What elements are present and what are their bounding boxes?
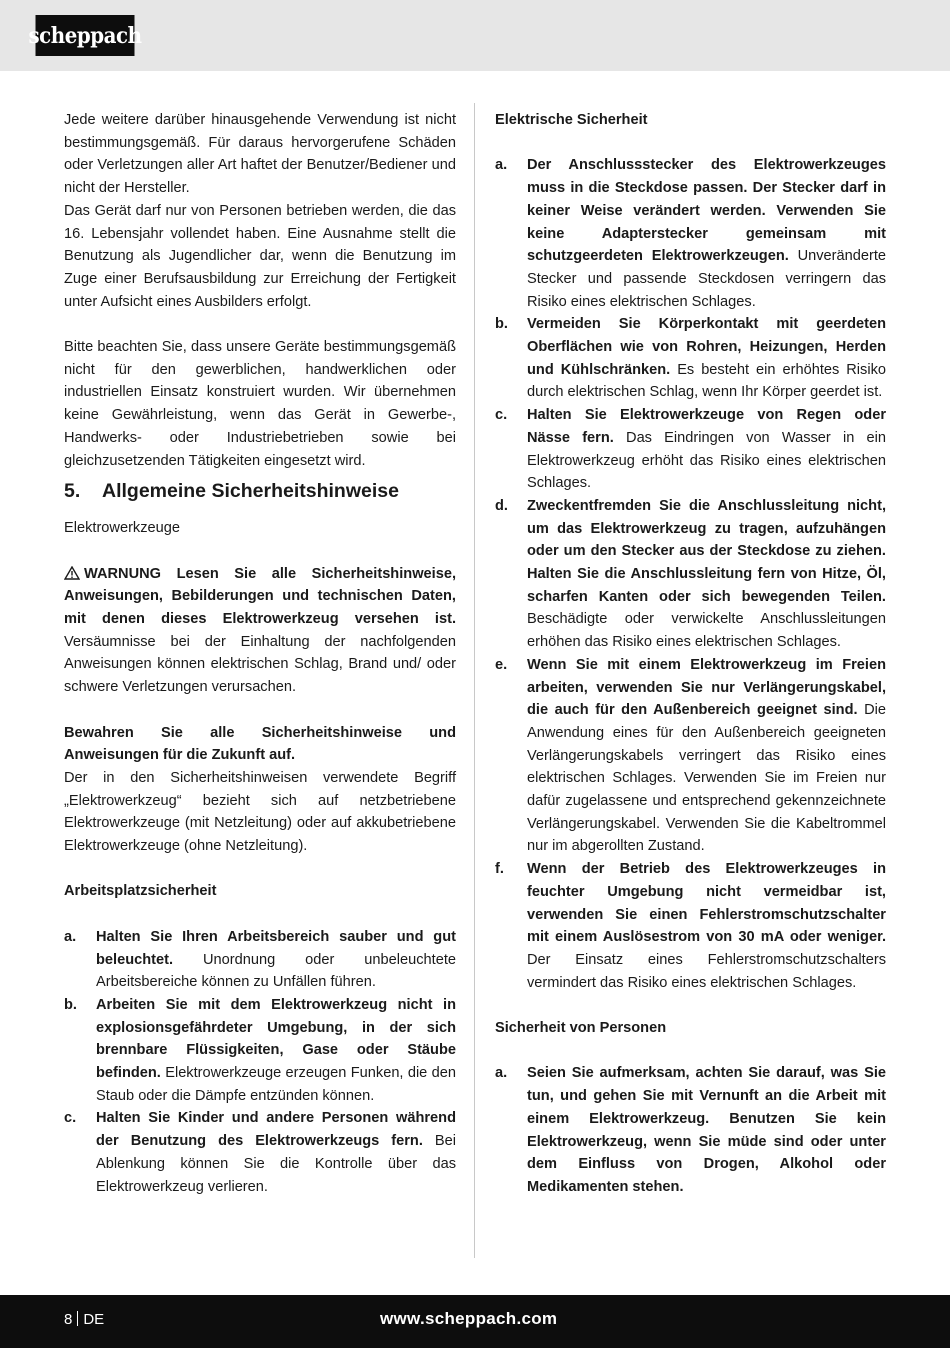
scheppach-logo: scheppach (36, 15, 135, 56)
intro-paragraph-1: Jede weitere darüber hinausgehende Verwendung ist nicht bestimmungsgemäß. Für daraus hervorgerufene Schäden oder Verletzungen aller Art haftet der Benutzer/Bediener und nicht der Hersteller. (64, 112, 456, 197)
list-item: a. Halten Sie Ihren Arbeitsbereich sauber und gut beleuchtet. Unordnung oder unbeleuchtete Arbeitsbereiche können zu Unfällen führen. (64, 928, 456, 991)
list-item: f. Wenn der Betrieb des Elektrowerkzeuges in feuchter Umgebung nicht vermeidbar ist, verwenden Sie einen Fehlerstromschutzschalter mit einem Auslösestrom von 30 mA oder weniger. Der Einsatz eines Fehlerstromschutzschalters vermindert das Risiko eines elektrischen Schlages. (495, 861, 886, 991)
page-footer (0, 1295, 950, 1348)
list-item: a. Seien Sie aufmerksam, achten Sie darauf, was Sie tun, und gehen Sie mit Vernunft an die Arbeit mit einem Elektrowerkzeug. Benutzen Sie kein Elektrowerkzeug, wenn Sie müde sind oder unter dem Einfluss von Drogen, Alkohol oder Medikamenten stehen. (495, 1065, 886, 1195)
intro-paragraph-3: Bitte beachten Sie, dass unsere Geräte bestimmungsgemäß nicht für den gewerblichen, handwerklichen oder industriellen Einsatz konstruiert wurden. Wir übernehmen keine Gewährleistung, wenn das Gerät in Gewerbe-, Handwerks- oder Industriebetrieben sowie bei gleichzusetzenden Tätigkeiten eingesetzt wird. (64, 339, 456, 469)
warning-triangle-icon (64, 566, 80, 580)
list-item: c. Halten Sie Elektrowerkzeuge von Regen oder Nässe fern. Das Eindringen von Wasser in ein Elektrowerkzeug erhöht das Risiko eines elektrischen Schlages. (495, 407, 886, 492)
list-item: e. Wenn Sie mit einem Elektrowerkzeug im Freien arbeiten, verwenden Sie nur Verlängerungskabel, die auch für den Außenbereich geeignet sind. Die Anwendung eines für den Außenbereich geeigneten Verlängerungskabels verringert das Risiko eines elektrischen Schlages. Verwenden Sie im Freien nur dafür zugelassene und entsprechend gekennzeichnete Verlängerungskabel. Verwenden Sie die Kabeltrommel nur im abgerollten Zustand. (495, 656, 886, 855)
section-heading (64, 479, 456, 503)
list-item: a. Der Anschlussstecker des Elektrowerkzeuges muss in die Steckdose passen. Der Stecker darf in keiner Weise verändert werden. Verwenden Sie keine Adapterstecker gemeinsam mit schutzgeerdeten Elektrowerkzeugen. Unveränderte Stecker und passende Steckdosen verringern das Risiko eines elektrischen Schlages. (495, 157, 886, 310)
language-code: DE (83, 1311, 105, 1328)
subheading-personal-safety: Sicherheit von Personen (495, 1020, 667, 1037)
right-column (495, 109, 886, 1199)
section-title: Allgemeine Sicherheitshinweise (102, 480, 399, 503)
keep-instructions-text: Der in den Sicherheitshinweisen verwendete Begriff „Elektrowerkzeug“ bezieht sich auf netzbetriebene Elektrowerkzeuge (mit Netzleitung) oder auf akkubetriebene Elektrowerkzeuge (ohne Netzleitung). (64, 769, 456, 855)
warning-bold-text: WARNUNG Lesen Sie alle Sicherheitshinweise, Anweisungen, Bebilderungen und technischen Daten, mit denen dieses Elektrowerkzeug versehen ist. (64, 565, 456, 628)
list-item: d. Zweckentfremden Sie die Anschlussleitung nicht, um das Elektrowerkzeug zu tragen, aufzuhängen oder um den Stecker aus der Steckdose zu ziehen. Halten Sie die Anschlussleitung fern von Hitze, Öl, scharfen Kanten oder sich bewegenden Teilen. Beschädigte oder verwickelte Anschlussleitungen erhöhen das Risiko eines elektrischen Schlages. (495, 497, 886, 651)
subheading-workplace-safety: Arbeitsplatzsicherheit (64, 883, 217, 900)
list-item: b. Vermeiden Sie Körperkontakt mit geerdeten Oberflächen wie von Rohren, Heizungen, Herden und Kühlschränken. Es besteht ein erhöhtes Risiko durch elektrischen Schlag, wenn Ihr Körper geerdet ist. (495, 316, 886, 401)
keep-instructions-bold: Bewahren Sie alle Sicherheitshinweise und Anweisungen für die Zukunft auf. (64, 724, 456, 764)
list-item: c. Halten Sie Kinder und andere Personen während der Benutzung des Elektrowerkzeugs fern. Bei Ablenkung können Sie die Kontrolle über das Elektrowerkzeug verlieren. (64, 1110, 457, 1195)
column-divider (474, 103, 475, 1258)
subheading-power-tools: Elektrowerkzeuge (64, 520, 180, 537)
section-number: 5. (64, 480, 81, 503)
subheading-electrical-safety: Elektrische Sicherheit (495, 112, 648, 128)
left-column (64, 109, 456, 1198)
list-item: b. Arbeiten Sie mit dem Elektrowerkzeug nicht in explosionsgefährdeter Umgebung, in der sich brennbare Flüssigkeiten, Gase oder Stäube befinden. Elektrowerkzeuge erzeugen Funken, die den Staub oder die Dämpfe entzünden können. (64, 996, 456, 1104)
intro-paragraph-2: Das Gerät darf nur von Personen betrieben werden, die das 16. Lebensjahr vollendet haben. Eine Ausnahme stellt die Benutzung als Jugendlicher dar, wenn die Benutzung im Zuge einer Berufsausbildung zur Erreichung der Fertigkeit unter Aufsicht eines Ausbilders erfolgt. (64, 202, 456, 310)
website-link[interactable]: www.scheppach.com (380, 1309, 558, 1328)
page-header (0, 0, 950, 71)
warning-text: Versäumnisse bei der Einhaltung der nachfolgenden Anweisungen können elektrischen Schlag, Brand und/ oder schwere Verletzungen verursachen. (64, 633, 456, 696)
warning-paragraph (64, 563, 456, 699)
page-number: 8 DE (64, 1311, 105, 1328)
